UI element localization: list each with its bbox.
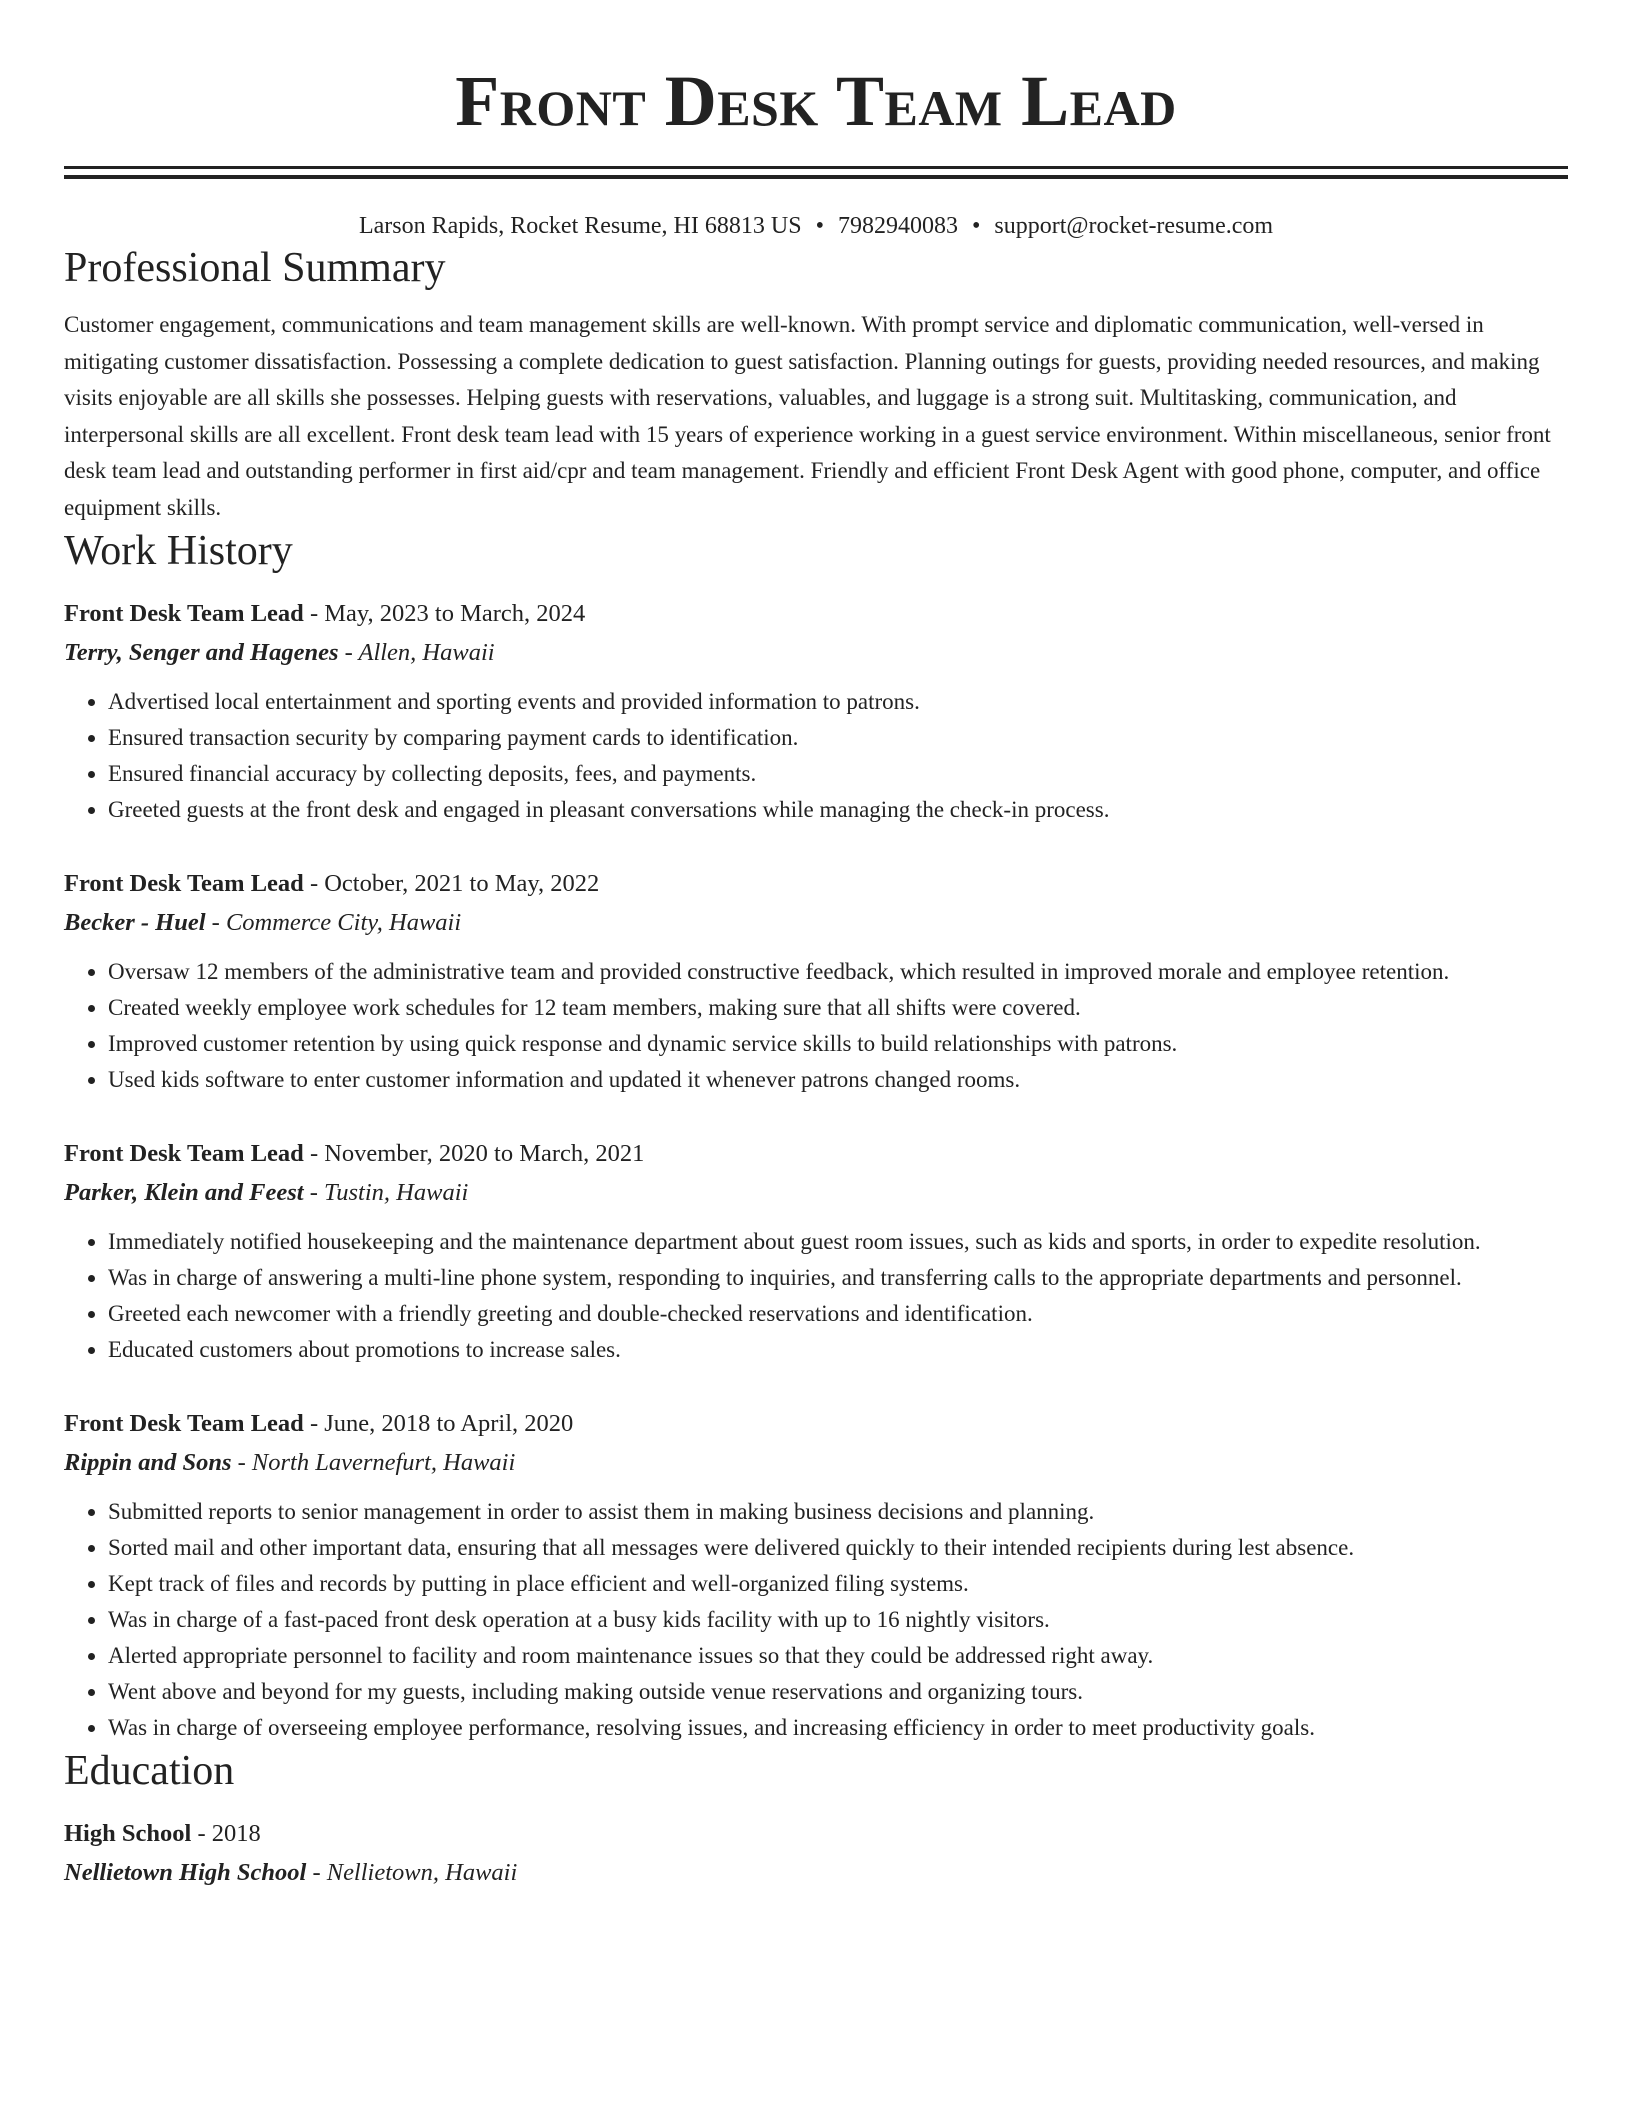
degree-name: High School	[64, 1820, 192, 1847]
company-line	[64, 633, 1568, 672]
duty-item: • Ensured financial accuracy by collecting deposits, fees, and payments.	[108, 756, 1568, 792]
contact-separator: •	[971, 213, 981, 239]
job-title-line	[64, 1134, 1568, 1173]
contact-line	[64, 209, 1568, 243]
resume-title: Front Desk Team Lead	[455, 61, 1177, 141]
job-title: Front Desk Team Lead	[64, 600, 304, 627]
company-location: - Commerce City, Hawaii	[205, 909, 462, 936]
company-name: Parker, Klein and Feest	[64, 1179, 304, 1206]
duty-item: • Sorted mail and other important data, ensuring that all messages were delivered quickly to their intended recipients during lest absence.	[108, 1530, 1568, 1566]
duty-item: • Kept track of files and records by putting in place efficient and well-organized filing systems.	[108, 1566, 1568, 1602]
duty-item: • Ensured transaction security by comparing payment cards to identification.	[108, 720, 1568, 756]
job-duties	[64, 1494, 1568, 1746]
summary-text: Customer engagement, communications and team management skills are well-known. With prompt service and diplomatic communication, well-versed in mitigating customer dissatisfaction. Possessing a complete dedication to guest satisfaction. Planning outings for guests, providing needed resources, and making visits enjoyable are all skills she possesses. Helping guests with reservations, valuables, and luggage is a strong suit. Multitasking, communication, and interpersonal skills are all excellent. Front desk team lead with 15 years of experience working in a guest service environment. Within miscellaneous, senior front desk team lead and outstanding performer in first aid/cpr and team management. Friendly and efficient Front Desk Agent with good phone, computer, and office equipment skills.	[64, 312, 1551, 520]
duty-item: • Submitted reports to senior management in order to assist them in making business decisions and planning.	[108, 1494, 1568, 1530]
job-duties	[64, 954, 1568, 1098]
education-entry	[64, 1814, 1568, 1892]
degree-line	[64, 1814, 1568, 1853]
job-entry	[64, 1134, 1568, 1368]
contact-email: support@rocket-resume.com	[994, 213, 1274, 239]
work-history-heading: Work History	[64, 528, 293, 574]
school-name: Nellietown High School	[64, 1859, 307, 1886]
summary-heading: Professional Summary	[64, 245, 446, 291]
duty-item: • Oversaw 12 members of the administrative team and provided constructive feedback, which resulted in improved morale and employee retention.	[108, 954, 1568, 990]
duty-item: • Greeted guests at the front desk and engaged in pleasant conversations while managing the check-in process.	[108, 792, 1568, 828]
duty-item: • Was in charge of overseeing employee performance, resolving issues, and increasing efficiency in order to meet productivity goals.	[108, 1710, 1568, 1746]
duty-item: • Educated customers about promotions to increase sales.	[108, 1332, 1568, 1368]
duty-item: • Went above and beyond for my guests, including making outside venue reservations and organizing tours.	[108, 1674, 1568, 1710]
job-dates: - June, 2018 to April, 2020	[303, 1410, 574, 1437]
duty-item: • Immediately notified housekeeping and the maintenance department about guest room issues, such as kids and sports, in order to expedite resolution.	[108, 1224, 1568, 1260]
contact-separator: •	[815, 213, 824, 239]
title-divider-bottom	[64, 175, 1568, 179]
duty-item: • Was in charge of a fast-paced front desk operation at a busy kids facility with up to 16 nightly visitors.	[108, 1602, 1568, 1638]
contact-phone: 7982940083	[837, 213, 958, 239]
job-entry	[64, 594, 1568, 828]
duty-item: • Was in charge of answering a multi-line phone system, responding to inquiries, and transferring calls to the appropriate departments and personnel.	[108, 1260, 1568, 1296]
education-heading: Education	[64, 1748, 235, 1794]
duty-item: • Improved customer retention by using quick response and dynamic service skills to build relationships with patrons.	[108, 1026, 1568, 1062]
company-location: - Tustin, Hawaii	[303, 1179, 469, 1206]
job-dates: - May, 2023 to March, 2024	[303, 600, 586, 627]
company-name: Terry, Senger and Hagenes	[64, 639, 339, 666]
duty-item: • Used kids software to enter customer information and updated it whenever patrons changed rooms.	[108, 1062, 1568, 1098]
company-name: Rippin and Sons	[64, 1449, 232, 1476]
company-line	[64, 1443, 1568, 1482]
job-duties	[64, 684, 1568, 828]
job-title: Front Desk Team Lead	[64, 1410, 304, 1437]
duty-item: • Alerted appropriate personnel to facility and room maintenance issues so that they could be addressed right away.	[108, 1638, 1568, 1674]
duty-item: • Greeted each newcomer with a friendly greeting and double-checked reservations and identification.	[108, 1296, 1568, 1332]
job-title: Front Desk Team Lead	[64, 1140, 304, 1167]
school-line	[64, 1853, 1568, 1892]
job-dates: - October, 2021 to May, 2022	[303, 870, 600, 897]
job-title: Front Desk Team Lead	[64, 870, 304, 897]
duty-item: • Created weekly employee work schedules for 12 team members, making sure that all shifts were covered.	[108, 990, 1568, 1026]
job-duties	[64, 1224, 1568, 1368]
duty-item: • Advertised local entertainment and sporting events and provided information to patrons.	[108, 684, 1568, 720]
company-location: - Allen, Hawaii	[338, 639, 495, 666]
contact-address: Larson Rapids, Rocket Resume, HI 68813 US	[358, 213, 802, 239]
job-title-line	[64, 1404, 1568, 1443]
graduation-year: - 2018	[191, 1820, 261, 1847]
job-entry	[64, 1404, 1568, 1746]
job-title-line	[64, 594, 1568, 633]
job-title-line	[64, 864, 1568, 903]
company-line	[64, 903, 1568, 942]
school-location: - Nellietown, Hawaii	[306, 1859, 518, 1886]
title-divider-top	[64, 166, 1568, 169]
job-entry	[64, 864, 1568, 1098]
job-dates: - November, 2020 to March, 2021	[303, 1140, 645, 1167]
company-name: Becker - Huel	[64, 909, 206, 936]
company-line	[64, 1173, 1568, 1212]
company-location: - North Lavernefurt, Hawaii	[231, 1449, 516, 1476]
